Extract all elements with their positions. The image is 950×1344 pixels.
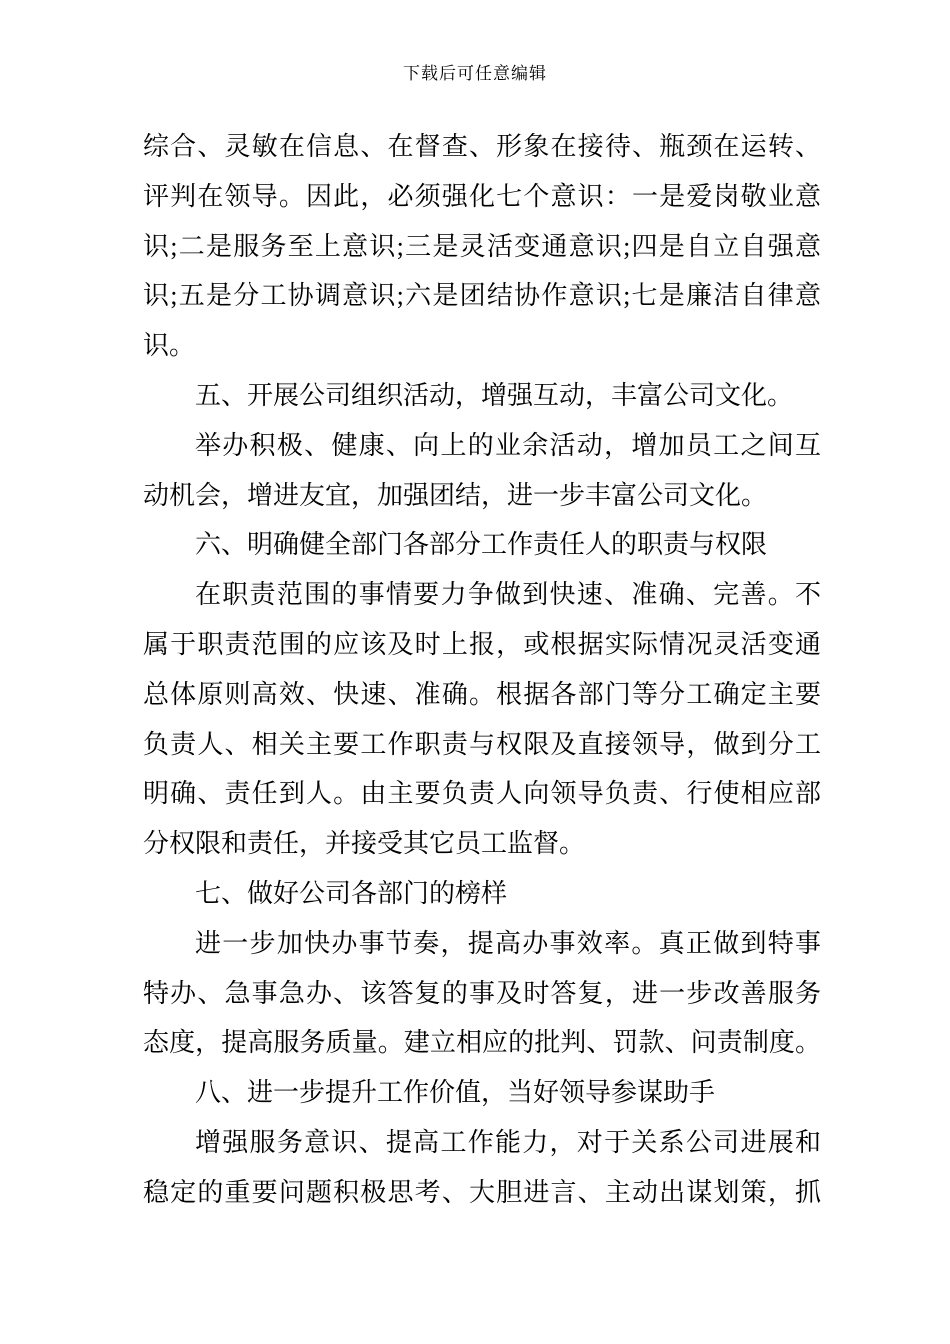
text-line: 特办、急事急办、该答复的事及时答复，进一步改善服务 bbox=[143, 978, 821, 1008]
text-line: 七、做好公司各部门的榜样 bbox=[195, 878, 508, 908]
text-line: 六、明确健全部门各部分工作责任人的职责与权限 bbox=[195, 530, 768, 560]
text-line: 属于职责范围的应该及时上报，或根据实际情况灵活变通 bbox=[143, 629, 821, 659]
text-line: 明确、责任到人。由主要负责人向领导负责、行使相应部 bbox=[143, 779, 821, 809]
text-line: 举办积极、健康、向上的业余活动，增加员工之间互 bbox=[195, 430, 821, 460]
text-line: 稳定的重要问题积极思考、大胆进言、主动出谋划策，抓 bbox=[143, 1177, 821, 1207]
text-line: 负责人、相关主要工作职责与权限及直接领导，做到分工 bbox=[143, 729, 821, 759]
text-line: 总体原则高效、快速、准确。根据各部门等分工确定主要 bbox=[143, 679, 821, 709]
text-line: 态度，提高服务质量。建立相应的批判、罚款、问责制度。 bbox=[143, 1028, 821, 1058]
text-line: 识;二是服务至上意识;三是灵活变通意识;四是自立自强意 bbox=[143, 231, 821, 261]
text-line: 分权限和责任，并接受其它员工监督。 bbox=[143, 829, 586, 859]
text-line: 增强服务意识、提高工作能力，对于关系公司进展和 bbox=[195, 1127, 821, 1157]
page-header-note: 下载后可任意编辑 bbox=[403, 64, 547, 83]
text-line: 在职责范围的事情要力争做到快速、准确、完善。不 bbox=[195, 580, 821, 610]
text-line: 八、进一步提升工作价值，当好领导参谋助手 bbox=[195, 1078, 716, 1108]
text-line: 评判在领导。因此，必须强化七个意识：一是爱岗敬业意 bbox=[143, 181, 821, 211]
text-line: 动机会，增进友宜，加强团结，进一步丰富公司文化。 bbox=[143, 480, 768, 510]
text-line: 进一步加快办事节奏，提高办事效率。真正做到特事 bbox=[195, 928, 821, 958]
text-line: 识;五是分工协调意识;六是团结协作意识;七是廉洁自律意 bbox=[143, 281, 821, 311]
text-line: 识。 bbox=[143, 331, 196, 361]
text-line: 五、开展公司组织活动，增强互动，丰富公司文化。 bbox=[195, 380, 794, 410]
document-body bbox=[143, 122, 821, 1218]
text-line: 综合、灵敏在信息、在督查、形象在接待、瓶颈在运转、 bbox=[143, 132, 821, 161]
